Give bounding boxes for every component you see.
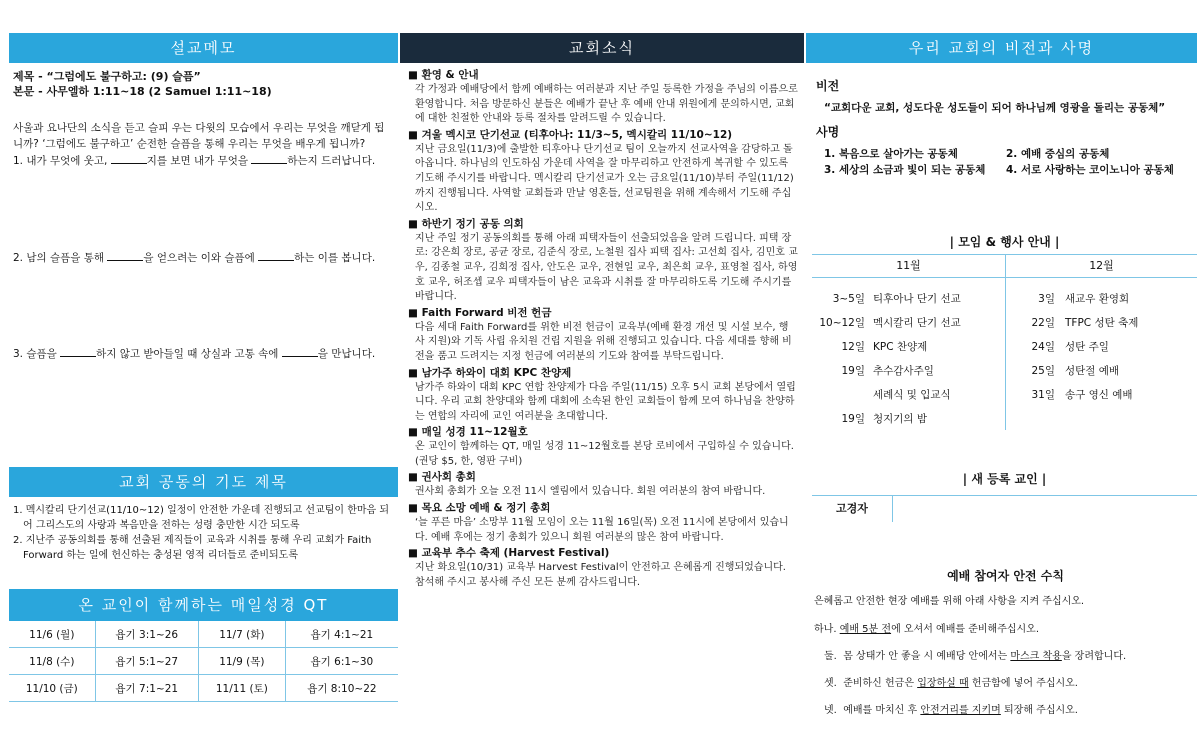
- list-item: 3~5일 티후아나 단기 선교: [832, 292, 961, 305]
- events-section: [812, 233, 1197, 430]
- vision-statement: “교회다운 교회, 성도다운 성도들이 되어 하나님께 영광을 돌리는 공동체”: [824, 102, 1166, 114]
- qt-section: [9, 589, 398, 702]
- sermon-intro: 사울과 요나단의 소식을 듣고 슬피 우는 다윗의 모습에서 우리는 무엇을 깨닫게 됩니까? ‘그럼에도 불구하고’ 순전한 슬픔을 통해 우리는 무엇을 배우게 됩니까?: [13, 122, 385, 150]
- sermon-text: 본문 - 사무엘하 1:11~18 (2 Samuel 1:11~18): [13, 85, 272, 98]
- safety-rule: 하나. 예배 5분 전에 오셔서 예배를 준비해주십시오.: [814, 624, 1040, 635]
- list-item: 24일 성탄 주일: [1031, 340, 1109, 353]
- blank-line: [111, 152, 147, 164]
- newcomers-title: | 새 등록 교인 |: [962, 472, 1047, 486]
- mission-item: 1. 복음으로 살아가는 공동체: [824, 148, 958, 160]
- table-row: 11/8 (수) 욥기 5:1~27 11/9 (목) 욥기 6:1~30: [9, 648, 398, 675]
- blank-line: [107, 249, 143, 261]
- list-item: 12일 KPC 찬양제: [841, 340, 928, 353]
- news-item: ■ 목요 소망 예배 & 정기 총회 ‘늘 푸른 마음’ 소망부 11월 모임이 오는 11월 16일(목) 오전 11시에 본당에서 있습니다. 예배 후에는 정기 총회가 있으니 회원 여러분의 많은 참여 바랍니다.: [408, 502, 789, 543]
- list-item: 22일 TFPC 성탄 축제: [1031, 316, 1139, 329]
- list-item: 3일 새교우 환영회: [1038, 292, 1130, 305]
- news-item: ■ 매일 성경 11~12월호 온 교인이 함께하는 QT, 매일 성경 11~12월호를 본당 로비에서 구입하실 수 있습니다. (권당 $5, 한, 영판 구비): [408, 426, 794, 467]
- table-row: 11/6 (월) 욥기 3:1~26 11/7 (화) 욥기 4:1~21: [9, 621, 398, 648]
- news-header: 교회소식: [400, 33, 804, 63]
- newcomer-name: 고경자: [812, 496, 893, 522]
- safety-rule: 셋. 준비하신 헌금은 입장하실 때 헌금함에 넣어 주십시오.: [824, 678, 1078, 689]
- news-item: ■ 권사회 총회 권사회 총회가 오늘 오전 11시 엘림에서 있습니다. 회원 여러분의 참여 바랍니다.: [408, 471, 766, 498]
- newcomers-section: [812, 470, 1197, 522]
- blank-line: [258, 249, 294, 261]
- list-item: 19일 청지기의 밤: [841, 412, 928, 425]
- sermon-question-3: 3. 슬픔을 하지 않고 받아들일 때 상실과 고통 속에 을 만납니다.: [13, 345, 394, 363]
- news-item: ■ 겨울 멕시코 단기선교 (티후아나: 11/3~5, 멕시칼리 11/10~12) 지난 금요일(11/3)에 출발한 티후아나 단기선교 팀이 오늘까지 선교사역을 감당하고 돌아옵니다. 하나님의 인도하심 가운데 사역을 잘 마무리하고 안전하게 복귀할 수 있도록 기도해 주시기를 바랍니다. 멕시칼리 단기선교가 오는 금요일(11/10)부터 주일(11/12)까지 진행됩니다. 사역할 교회들과 만날 영혼들, 선교팀원을 위해 계속해서 기도해 주십시오.: [408, 128, 794, 214]
- news-item: ■ 교육부 추수 축제 (Harvest Festival) 지난 화요일(10/31) 교육부 Harvest Festival이 안전하고 은혜롭게 진행되었습니다. 참석해 주시고 봉사해 주신 모든 분께 감사드립니다.: [408, 547, 786, 588]
- prayer-item: 2. 지난주 공동의회를 통해 선출된 제직들이 교육과 시취를 통해 우리 교회가 Faith Forward 하는 일에 헌신하는 충성된 영적 리더들로 준비되도록: [13, 535, 372, 561]
- list-item: 25일 성탄절 예배: [1031, 364, 1120, 377]
- list-item: 19일 추수감사주일: [841, 364, 934, 377]
- prayer-header: 교회 공동의 기도 제목: [9, 467, 398, 497]
- news-item: ■ 환영 & 안내 각 가정과 예배당에서 함께 예배하는 여러분과 지난 주일 등록한 가정을 주님의 이름으로 환영합니다. 처음 방문하신 분들은 예배가 끝난 후 예배 안내 위원에게 문의하시면, 교회에 대한 친절한 안내와 등록 절차를 알려드릴 수 있습니다.: [408, 69, 798, 125]
- blank-line: [282, 345, 318, 357]
- safety-title: 예배 참여자 안전 수칙: [947, 569, 1064, 583]
- events-title: | 모임 & 행사 안내 |: [949, 235, 1060, 249]
- qt-table: [9, 621, 398, 702]
- events-december: 12월 3일 새교우 환영회 22일 TFPC 성탄 축제 24일 성탄 주일 25일 성탄절 예배 31일 송구 영신 예배: [1006, 255, 1197, 430]
- blank-line: [251, 152, 287, 164]
- sermon-question-2: 2. 남의 슬픔을 통해 을 얻으려는 이와 슬픔에 하는 이를 봅니다.: [13, 249, 394, 267]
- vision-column: [806, 33, 1197, 729]
- sermon-header: 설교메모: [9, 33, 398, 63]
- mission-item: 3. 세상의 소금과 빛이 되는 공동체: [824, 164, 986, 176]
- blank-line: [60, 345, 96, 357]
- table-row: 11/10 (금) 욥기 7:1~21 11/11 (토) 욥기 8:10~22: [9, 675, 398, 702]
- list-item: 세례식 및 입교식: [873, 388, 951, 401]
- mission-item: 4. 서로 사랑하는 코이노니아 공동체: [1006, 164, 1174, 176]
- vision-header: 우리 교회의 비전과 사명: [806, 33, 1197, 63]
- mission-list: [816, 146, 1191, 178]
- sermon-title: 제목 - “그럼에도 불구하고: (9) 슬픔”: [13, 70, 201, 83]
- prayer-item: 1. 멕시칼리 단기선교(11/10~12) 일정이 안전한 가운데 진행되고 선교팀이 한마음 되어 그리스도의 사랑과 복음만을 전하는 성령 충만한 시간 되도록: [13, 505, 390, 531]
- sermon-question-1: 1. 내가 무엇에 웃고, 지를 보면 내가 무엇을 하는지 드러납니다.: [13, 152, 394, 170]
- safety-rule: 둘. 몸 상태가 안 좋을 시 예배당 안에서는 마스크 착용을 장려합니다.: [824, 651, 1127, 662]
- qt-header: 온 교인이 함께하는 매일성경 QT: [9, 589, 398, 621]
- news-item: ■ Faith Forward 비전 헌금 다음 세대 Faith Forward를 위한 비전 헌금이 교육부(예배 환경 개선 및 시설 보수, 행사 지원)와 기독 사립 유치원 건립 지원을 위해 진행되고 있습니다. 다음 세대를 향해 비전을 품고 드려지는 지정 헌금에 여러분의 기도와 참여를 부탁드립니다.: [408, 306, 792, 362]
- safety-intro: 은혜롭고 안전한 현장 예배를 위해 아래 사항을 지켜 주십시오.: [814, 596, 1085, 607]
- safety-rule: 넷. 예배를 마치신 후 안전거리를 지키며 퇴장해 주십시오.: [824, 705, 1078, 716]
- vision-label: 비전: [816, 79, 840, 93]
- news-column: [400, 33, 804, 729]
- list-item: 31일 송구 영신 예배: [1031, 388, 1133, 401]
- events-november: 11월 3~5일 티후아나 단기 선교 10~12일 멕시칼리 단기 선교 12일 KPC 찬양제 19일 추수감사주일 세례식 및 입교식 19일 청지기의 밤: [812, 255, 1006, 430]
- prayer-section: [9, 467, 398, 563]
- news-item: ■ 하반기 정기 공동 의회 지난 주일 정기 공동의회를 통해 아래 피택자들이 선출되었음을 알려 드립니다. 피택 장로: 강은희 장로, 공균 장로, 김준식 장로, 노철원 집사 피택 집사: 고선희 집사, 김민호 교우, 김종철 교우, 김희정 집사, 안도은 교우, 전현일 교우, 최은희 교우, 표영철 집사, 하영호 교우, 허조셉 교우 피택자들이 남은 교육과 시취를 잘 마무리하도록 기도해 주시기를 바랍니다.: [408, 217, 798, 303]
- list-item: 10~12일 멕시칼리 단기 선교: [819, 316, 961, 329]
- mission-label: 사명: [816, 125, 840, 139]
- safety-section: [814, 567, 1197, 716]
- news-item: ■ 남가주 하와이 대회 KPC 찬양제 남가주 하와이 대회 KPC 연합 찬양제가 다음 주일(11/15) 오후 5시 교회 본당에서 열립니다. 우리 교회 찬양대와 함께 대회에 소속된 한인 교회들이 함께 모여 하나님을 찬양하는 연합의 자리에 교인 여러분을 초대합니다.: [408, 366, 796, 422]
- mission-item: 2. 예배 중심의 공동체: [1006, 148, 1110, 160]
- sermon-column: [9, 33, 398, 729]
